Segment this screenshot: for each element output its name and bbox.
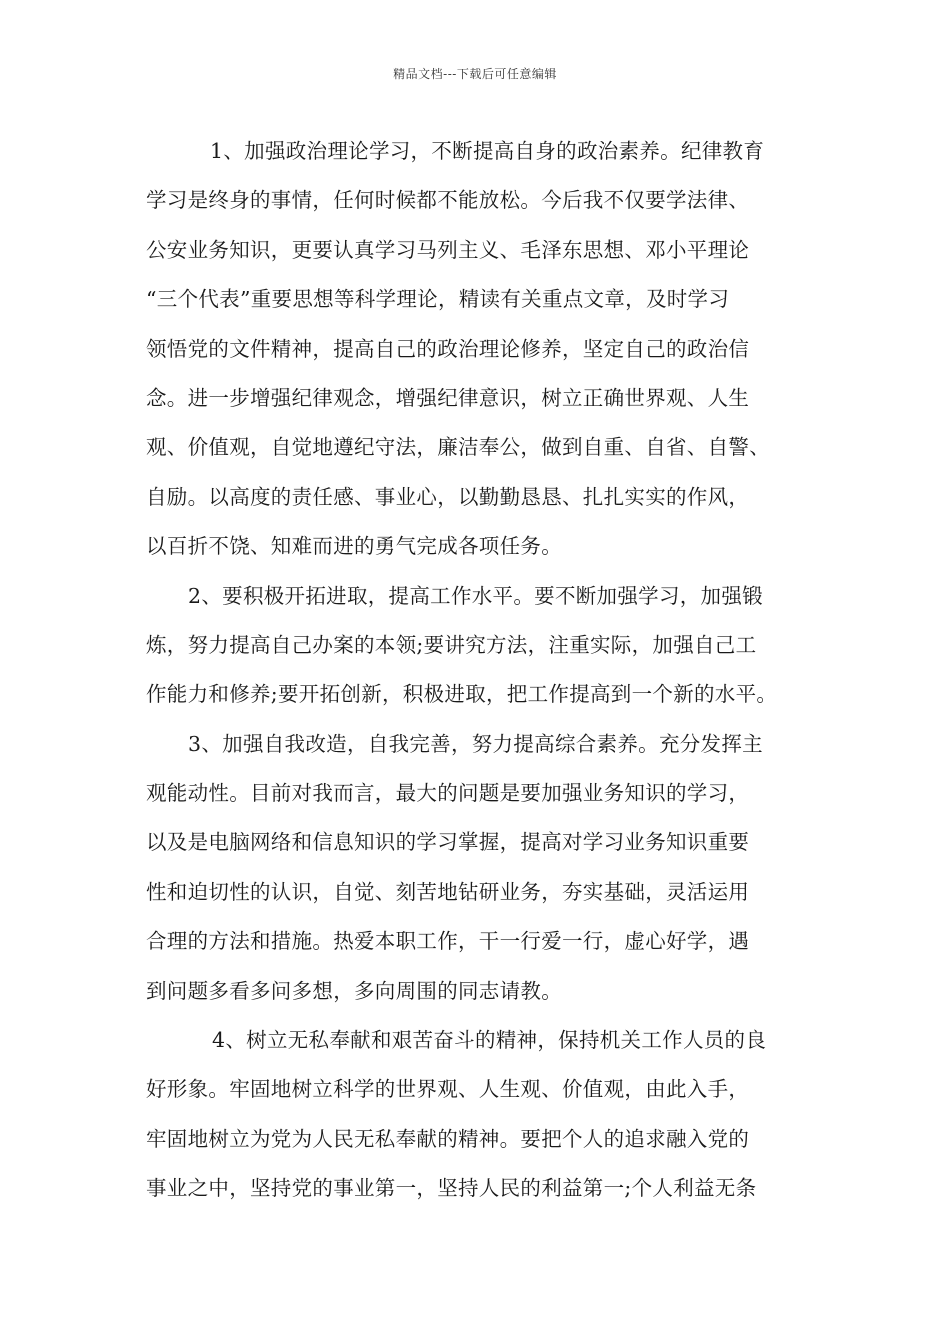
text-line: 3、加强自我改造，自我完善，努力提高综合素养。充分发挥主	[188, 731, 763, 756]
page-header: 精品文档---下载后可任意编辑	[393, 67, 557, 81]
text-line: 1、加强政治理论学习，不断提高自身的政治素养。纪律教育	[210, 139, 765, 163]
text-line: 牢固地树立为党为人民无私奉献的精神。要把个人的追求融入党的	[146, 1126, 750, 1151]
text-line: 领悟党的文件精神，提高自己的政治理论修养，坚定自己的政治信	[146, 336, 750, 361]
paragraph-2	[146, 572, 824, 720]
text-line: 学习是终身的事情，任何时候都不能放松。今后我不仅要学法律、	[146, 188, 750, 213]
text-line: 念。进一步增强纪律观念，增强纪律意识，树立正确世界观、人生	[146, 385, 750, 410]
document-body	[146, 127, 824, 1214]
paragraph-3	[146, 720, 824, 1016]
text-line: 自励。以高度的责任感、事业心，以勤勤恳恳、扎扎实实的作风，	[146, 484, 750, 509]
text-line: 观能动性。目前对我而言，最大的问题是要加强业务知识的学习，	[146, 781, 750, 806]
paragraph-1	[146, 127, 824, 572]
text-line: 作能力和修养;要开拓创新，积极进取，把工作提高到一个新的水平。	[146, 682, 778, 707]
text-line: 以百折不饶、知难而进的勇气完成各项任务。	[146, 534, 562, 559]
text-line: 2、要积极开拓进取，提高工作水平。要不断加强学习，加强锻	[188, 583, 763, 608]
paragraph-4	[146, 1016, 824, 1214]
text-line: 4、树立无私奉献和艰苦奋斗的精神，保持机关工作人员的良	[212, 1028, 767, 1053]
text-line: 观、价值观，自觉地遵纪守法，廉洁奉公，做到自重、自省、自警、	[146, 435, 770, 460]
text-line: 公安业务知识，更要认真学习马列主义、毛泽东思想、邓小平理论	[146, 237, 750, 262]
text-line: 以及是电脑网络和信息知识的学习掌握，提高对学习业务知识重要	[146, 830, 750, 855]
text-line: 事业之中，坚持党的事业第一，坚持人民的利益第一;个人利益无条	[146, 1176, 757, 1201]
text-line: 到问题多看多问多想，多向周围的同志请教。	[146, 978, 562, 1003]
text-line: 性和迫切性的认识，自觉、刻苦地钻研业务，夯实基础，灵活运用	[146, 879, 750, 904]
text-line: 合理的方法和措施。热爱本职工作，干一行爱一行，虚心好学，遇	[146, 929, 750, 954]
text-line: “三个代表”重要思想等科学理论，精读有关重点文章，及时学习	[146, 287, 730, 312]
text-line: 炼，努力提高自己办案的本领;要讲究方法，注重实际，加强自己工	[146, 632, 757, 657]
text-line: 好形象。牢固地树立科学的世界观、人生观、价值观，由此入手，	[146, 1077, 750, 1102]
